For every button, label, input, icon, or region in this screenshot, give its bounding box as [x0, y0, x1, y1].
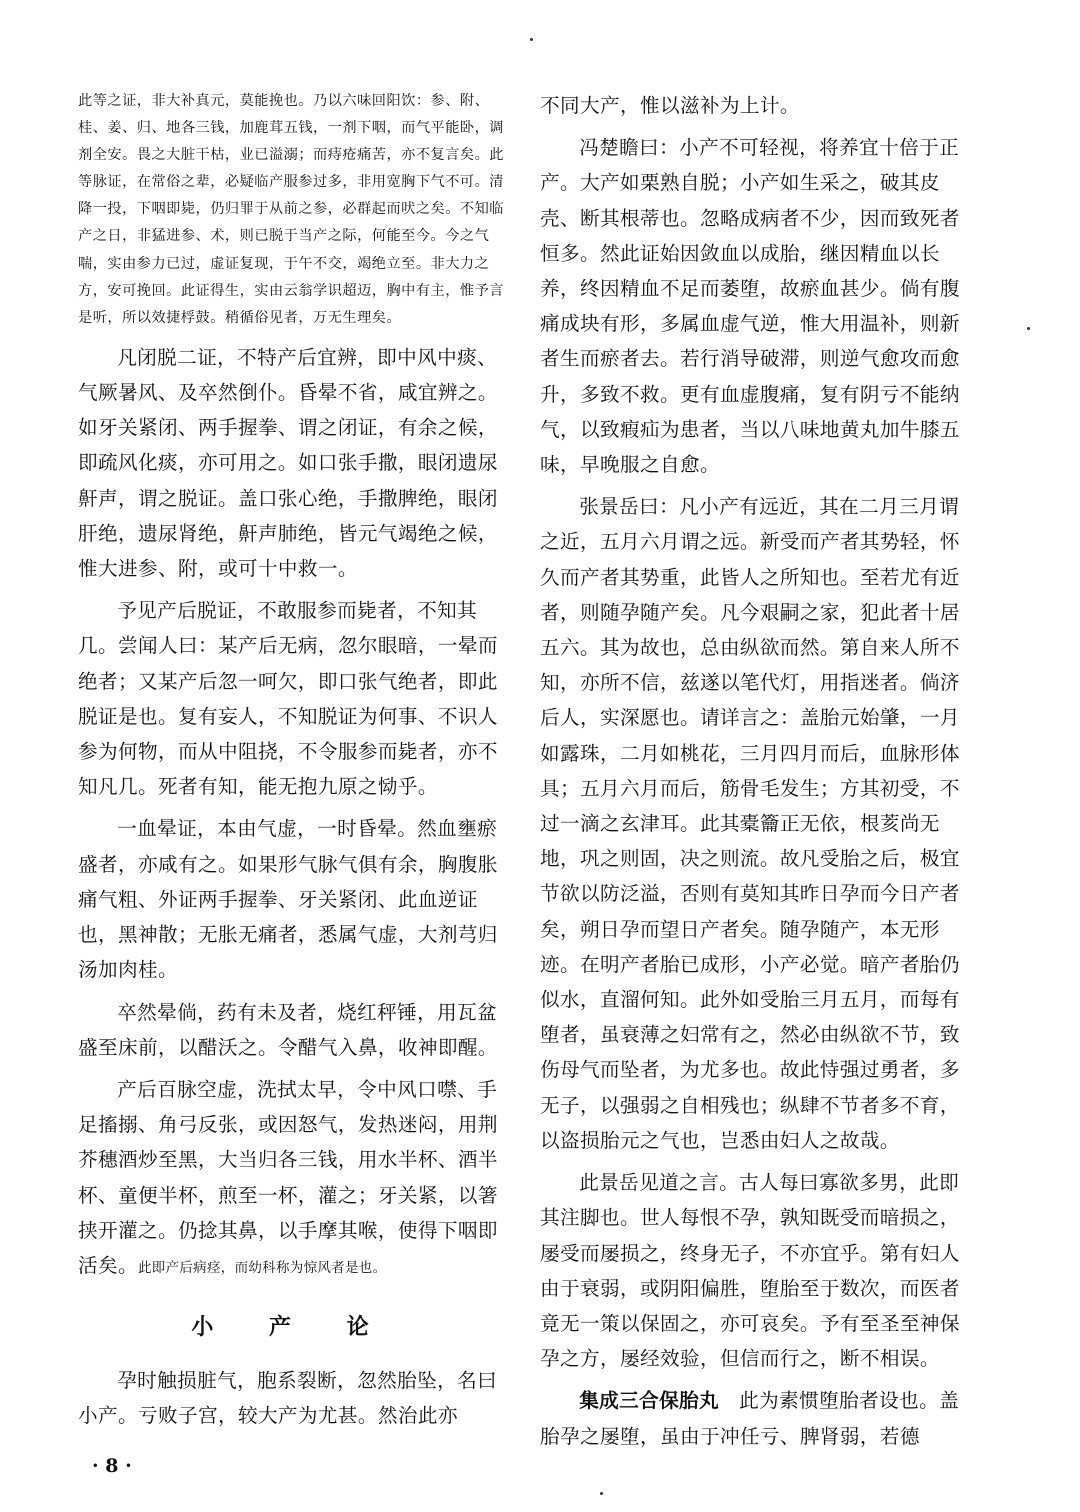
- section-heading: 小 产 论: [191, 1315, 393, 1341]
- scan-speck: [1027, 327, 1030, 330]
- paragraph-zhang-jingyue: 张景岳曰：凡小产有远近，其在二月三月谓之近，五月六月谓之远。新受而产者其势轻，怀久而产者其势重，此皆人之所知也。至若尤有近者，则随孕随产矣。凡今艰嗣之家，犯此者十居五六。其为故也，总由纵欲而然。第自来人所不知，亦所不信，兹遂以笔代灯，用指迷者。倘济后人，实深愿也。请详言之：盖胎元始肇，一月如露珠，二月如桃花，三月四月而后，血脉形体具；五月六月而后，筋骨毛发生；方其初受，不过一滴之玄津耳。此其橐籥正无依，根荄尚无地，巩之则固，决之则流。故凡受胎之后，极宜节欲以防泛溢，否则有莫知其昨日孕而今日产者矣，朔日孕而望日产者矣。随孕随产，本无形迹。在明产者胎已成形，小产必觉。暗产者胎仍似水，直溜何知。此外如受胎三月五月，而每有堕者，虽衰薄之妇常有之，然必由纵欲不节，致伤母气而坠者，为尤多也。故此恃强过勇者，多无子，以强弱之自相残也；纵肆不节者多不育，以盗损胎元之气也，岂悉由妇人之故哉。: [540, 495, 960, 1152]
- case-note: 此等之证，非大补真元，莫能挽也。乃以六味回阳饮：参、附、桂、姜、归、地各三钱，加鹿茸五钱，一剂下咽，而气平能卧，调剂全安。畏之大脏干枯，业已溢溺；而痔疮痛苦，亦不复言矣。此等脉证，在常俗之辈，必疑临产服参过多，非用宽胸下气不可。清降一投，下咽即毙，仍归罪于从前之参，必群起而吠之矣。不知临产之日，非猛进参、术，则已脱于当产之际，何能至今。今之气喘，实由参力已过，虚证复现，于午不交，竭绝立至。非大力之方，安可挽回。此证得生，实由云翁学识超迈，胸中有主，惟予言是听，所以效捷桴鼓。稍循俗见者，万无生理矣。: [78, 93, 504, 326]
- scan-speck: [530, 38, 533, 41]
- paragraph-blood-faint: 一血晕证，本由气虚，一时昏晕。然血壅瘀盛者，亦咸有之。如果形气脉气俱有余，胸腹胀痛气粗、外证两手握拳、牙关紧闭、此血逆证也，黑神散；无胀无痛者，悉属气虚，大剂芎归汤加肉桂。: [78, 817, 498, 982]
- postpartum-wind-text: 产后百脉空虚，洗拭太早，令中风口噤、手足搐搦、角弓反张，或因怒气，发热迷闷，用荆芥穗酒炒至黑，大当归各三钱，用水半杯、酒半杯、童便半杯，煎至一杯，灌之；牙关紧，以箸挟开灌之。仍捻其鼻，以手摩其喉，使得下咽即活矣。: [78, 1077, 498, 1277]
- paragraph-continuation: 不同大产，惟以滋补为上计。: [540, 94, 800, 117]
- page-number: · 8 ·: [92, 1455, 132, 1477]
- paragraph-feng-chuzhan: 冯楚瞻曰：小产不可轻视，将养宜十倍于正产。大产如栗熟自脱；小产如生采之，破其皮壳、断其根蒂也。忽略成病者不少，因而致死者恒多。然此证始因敛血以成胎，继因精血以长养，终因精血不足而萎堕，故瘀血甚少。倘有腹痛成块有形，多属血虚气逆，惟大用温补，则新者生而瘀者去。若行消导破滞，则逆气愈攻而愈升，多致不救。更有血虚腹痛，复有阴亏不能纳气，以致瘕疝为患者，当以八味地黄丸加牛膝五味，早晚服之自愈。: [540, 136, 960, 477]
- formula-title: 集成三合保胎丸: [579, 1389, 720, 1413]
- postpartum-wind-note: 此即产后病痉，而幼科称为惊风者是也。: [137, 1259, 387, 1276]
- paragraph-closed-collapse: 凡闭脱二证，不特产后宜辨，即中风中痰、气厥暑风、及卒然倒仆。昏晕不省，咸宜辨之。如牙关紧闭、两手握拳、谓之闭证，有余之候，即疏风化痰，亦可用之。如口张手撒，眼闭遗尿鼾声，谓之脱证。盖口张心绝，手撒脾绝，眼闭肝绝，遗尿肾绝，鼾声肺绝，皆元气竭绝之候，惟大进参、附，或可十中救一。: [78, 345, 498, 581]
- paragraph-formula: [540, 1383, 968, 1453]
- paragraph-collapse-cases: 予见产后脱证，不敢服参而毙者，不知其几。尝闻人曰：某产后无病，忽尔眼暗，一晕而绝者；又某产后忽一呵欠，即口张气绝者，即此脱证是也。复有妄人，不知脱证为何事、不识人参为何物，而从中阻挠，不令服参而毙者，亦不知凡几。死者有知，能无抱九原之恸乎。: [78, 599, 498, 799]
- paragraph-commentary: 此景岳见道之言。古人每曰寡欲多男，此即其注脚也。世人每恨不孕，孰知既受而暗损之，屡受而屡损之，终身无子，不亦宜乎。第有妇人由于衰弱，或阴阳偏胜，堕胎至于数次，而医者竟无一策以保固之，亦可哀矣。予有至圣至神保孕之方，屡经效验，但信而行之，断不相误。: [540, 1171, 960, 1371]
- formula-text: 此为素惯堕胎者设也。盖胎孕之屡堕，虽由于冲任亏、脾肾弱，若德: [540, 1389, 960, 1448]
- paragraph-sudden-faint: 卒然晕倘，药有未及者，烧红秤锤，用瓦盆盛至床前，以醋沃之。令醋气入鼻，收神即醒。: [78, 1000, 498, 1059]
- right-column: [540, 88, 968, 1461]
- left-column: [78, 88, 506, 1441]
- paragraph-miscarriage-intro: 孕时触损脏气，胞系裂断，忽然胎坠，名曰小产。亏败子宫，较大产为尤甚。然治此亦: [78, 1369, 498, 1428]
- scan-speck: [600, 1492, 603, 1495]
- paragraph-postpartum-wind: [78, 1072, 506, 1286]
